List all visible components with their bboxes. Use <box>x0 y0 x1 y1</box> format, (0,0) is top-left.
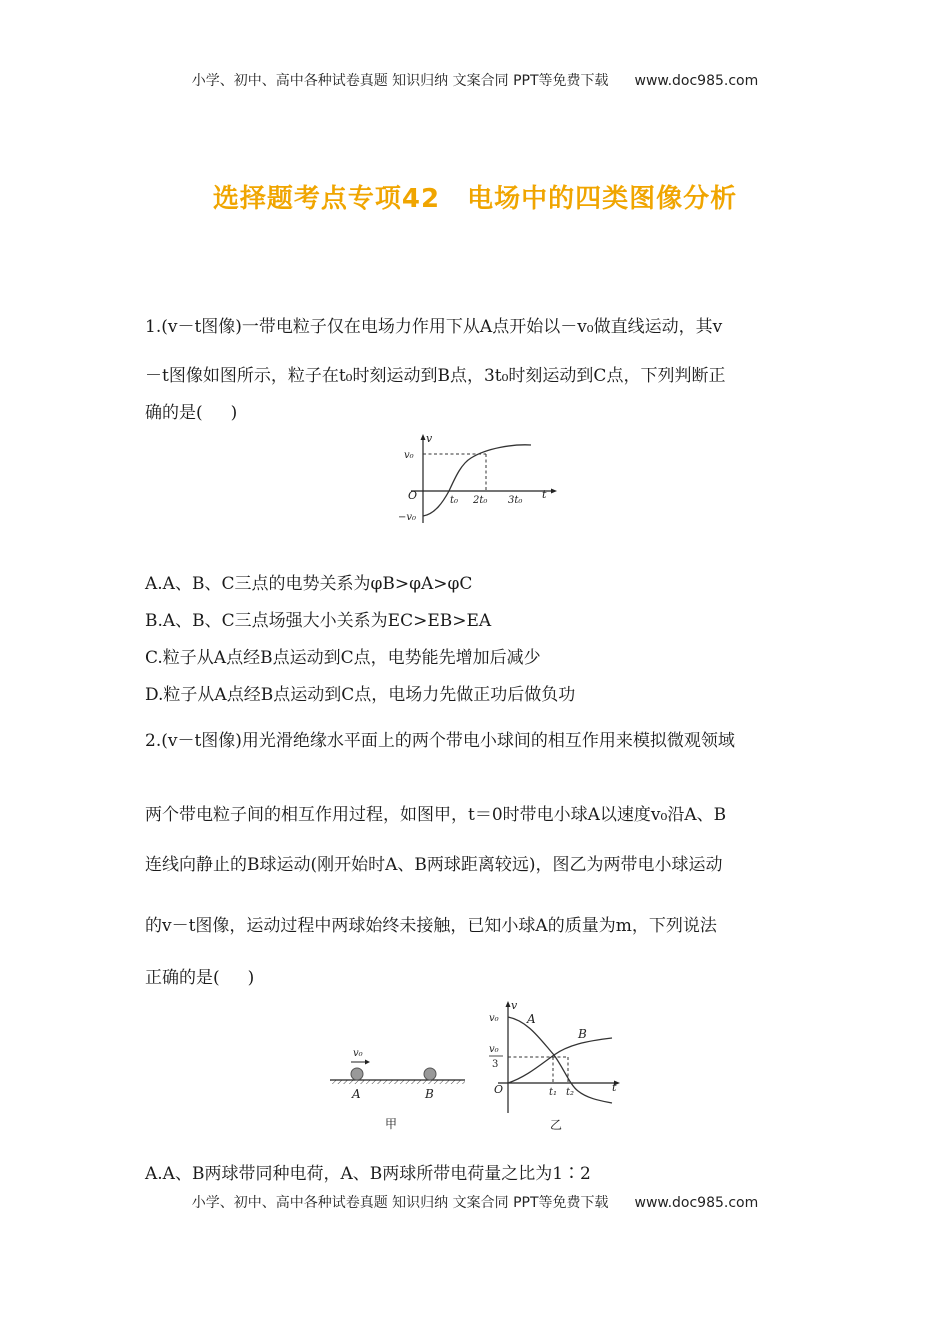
q1-option-b: B.A、B、C三点场强大小关系为EC>EB>EA <box>145 611 492 631</box>
q1-line1: 1.(v－t图像)一带电粒子仅在电场力作用下从A点开始以－v₀做直线运动，其v <box>145 317 723 337</box>
yi-caption: 乙 <box>550 1118 563 1132</box>
jia-v0-label: v₀ <box>353 1048 363 1059</box>
page-title: 选择题考点专项42 电场中的四类图像分析 <box>212 184 738 214</box>
q1-vt-graph <box>395 428 565 528</box>
q2-fig-yi <box>478 995 628 1135</box>
q1-bracket-close: ) <box>230 403 238 423</box>
ball-b <box>424 1068 436 1080</box>
q1-line2: －t图像如图所示，粒子在t₀时刻运动到B点，3t₀时刻运动到C点，下列判断正 <box>145 366 726 386</box>
q2-line5 <box>145 966 810 990</box>
q1-v-axis-label: v <box>426 432 433 445</box>
q1-t-axis-label: t <box>542 488 547 501</box>
q1-line3 <box>145 401 810 425</box>
q2-line2: 两个带电粒子间的相互作用过程，如图甲，t＝0时带电小球A以速度v₀沿A、B <box>145 805 727 825</box>
yi-b-label: B <box>578 1027 587 1041</box>
jia-caption: 甲 <box>385 1117 398 1131</box>
q2-option-a: A.A、B两球带同种电荷，A、B两球所带电荷量之比为1∶2 <box>145 1164 591 1184</box>
ball-a <box>351 1068 363 1080</box>
q1-option-c: C.粒子从A点经B点运动到C点，电势能先增加后减少 <box>145 648 541 668</box>
header-text: 小学、初中、高中各种试卷真题 知识归纳 文案合同 PPT等免费下载 <box>191 73 609 89</box>
footer-site: www.doc985.com <box>634 1195 759 1211</box>
q2-bracket-close: ) <box>247 968 255 988</box>
q2-line4: 的v－t图像，运动过程中两球始终未接触，已知小球A的质量为m，下列说法 <box>145 916 717 936</box>
yi-t1-label: t₁ <box>549 1087 558 1098</box>
q1-option-a: A.A、B、C三点的电势关系为φB>φA>φC <box>145 574 473 594</box>
jia-a-label: A <box>352 1087 361 1101</box>
yi-t-axis-label: t <box>612 1081 617 1094</box>
yi-frac-num: v₀ <box>489 1044 499 1055</box>
yi-a-label: A <box>527 1012 536 1026</box>
q1-t0-label: t₀ <box>450 495 459 506</box>
q1-neg-v0-label: −v₀ <box>398 512 417 523</box>
q2-fig-jia <box>325 1040 475 1135</box>
page-footer <box>0 1192 950 1212</box>
footer-text: 小学、初中、高中各种试卷真题 知识归纳 文案合同 PPT等免费下载 <box>191 1195 609 1211</box>
yi-origin-label: O <box>494 1083 504 1096</box>
page-header <box>0 70 950 90</box>
q1-option-d: D.粒子从A点经B点运动到C点，电场力先做正功后做负功 <box>145 685 576 705</box>
q1-2t0-label: 2t₀ <box>473 495 488 506</box>
q1-v0-label: v₀ <box>404 450 414 461</box>
q2-line3: 连线向静止的B球运动(刚开始时A、B两球距离较远)，图乙为两带电小球运动 <box>145 855 723 875</box>
header-site: www.doc985.com <box>634 73 759 89</box>
q1-stem-end: 确的是( <box>145 403 203 423</box>
q1-origin-label: O <box>408 489 418 502</box>
yi-t2-label: t₂ <box>566 1087 575 1098</box>
q2-stem-end: 正确的是( <box>145 968 220 988</box>
yi-frac-den: 3 <box>492 1059 499 1070</box>
q2-line1: 2.(v－t图像)用光滑绝缘水平面上的两个带电小球间的相互作用来模拟微观领域 <box>145 731 735 751</box>
jia-b-label: B <box>425 1087 434 1101</box>
q1-3t0-label: 3t₀ <box>508 495 523 506</box>
yi-v-axis-label: v <box>511 999 518 1012</box>
yi-v0-label: v₀ <box>489 1013 499 1024</box>
